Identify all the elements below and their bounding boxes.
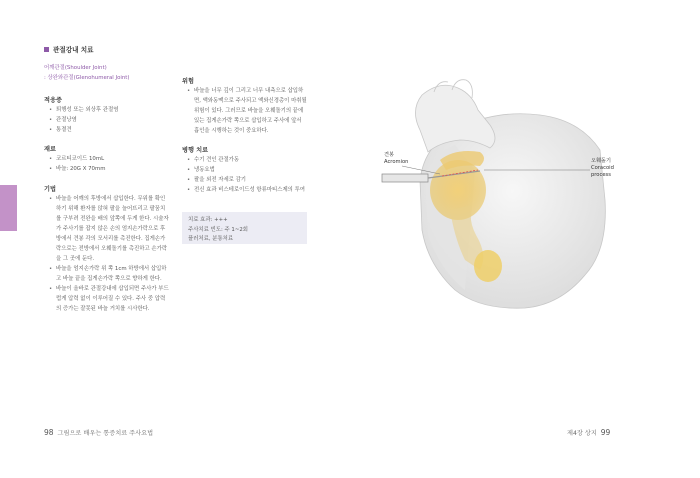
chapter-tab: [0, 185, 17, 231]
section-square-icon: [44, 47, 49, 52]
risks-heading: 위험: [182, 78, 194, 85]
list-item: • 수기 견인 관절가동: [186, 155, 311, 165]
footer-right: 제4장 상지 99: [567, 428, 611, 437]
indications-list: [48, 105, 158, 135]
materials-list: [48, 154, 158, 174]
list-item: • 바늘이 올바로 관절강내에 삽입되면 주사가 부드럽게 압력 없이 이루어질 수 있다. 주사 중 압력의 증가는 잘못된 바늘 거치를 시사한다.: [48, 284, 170, 314]
list-item: • 통결견: [48, 125, 158, 135]
technique-heading: 기법: [44, 186, 56, 193]
list-item: • 전신 효과 비스테로이드성 항류마티스제의 투여: [186, 185, 311, 195]
adjunct-list: [186, 155, 311, 195]
page-number-left: 98: [44, 428, 54, 437]
adjunct-heading: 병행 치료: [182, 147, 209, 154]
coracoid-label: 오훼돌기 Coracoid process: [591, 158, 614, 178]
acromion-label: 견봉 Acromion: [384, 152, 409, 165]
list-item: • 냉동요법: [186, 165, 311, 175]
indications-heading: 적응증: [44, 97, 62, 104]
list-item: • 퇴행성 또는 외상후 관절염: [48, 105, 158, 115]
treatment-summary-box: 치료 효과: +++ 주사치료 빈도: 주 1~2회 플러처료, 분통처료: [182, 212, 307, 244]
shoulder-injection-illustration: [380, 70, 620, 320]
materials-heading: 재료: [44, 146, 56, 153]
list-item: • 바늘을 엄지손가락 위 쪽 1cm 하방에서 삽입하고 바늘 끝을 집게손가락 쪽으로 향하게 한다.: [48, 264, 170, 284]
list-item: • 바늘을 너무 깊이 그리고 너무 내측으로 삽입하면, 액와동맥으로 주사되고 액와신경총이 마취될 위험이 있다. 그러므로 바늘을 오훼돌기의 끝에 있는 집게손가락 쪽으로 삽입하고 주사에 앞서 흡인을 시행하는 것이 중요하다.: [186, 86, 308, 136]
technique-list: [48, 194, 170, 314]
list-item: • 바늘을 어깨의 후방에서 삽입한다. 무위를 확인하기 위해 환자를 앉혀 팔을 늘어뜨리고 팔꿈치를 구부려 전완을 배의 앞쪽에 두게 한다. 시술자가 주사기를 잡지 않은 손의 엄지손가락으로 후방에서 견봉 각의 모서리를 촉진한다. 집게손가락으로는 전방에서 오훼돌기를 촉진하고 손가락을 그 곳에 둔다.: [48, 194, 170, 264]
joint-name: 어깨관절(Shoulder Joint) : 상완와관절(Glenohumeral Joint): [44, 65, 130, 81]
list-item: • 코르티코이드 10mL: [48, 154, 158, 164]
list-item: • 바늘: 20G X 70mm: [48, 164, 158, 174]
section-title: 관절강내 치료: [44, 44, 94, 54]
page-number-right: 99: [600, 428, 611, 437]
list-item: • 관절낭염: [48, 115, 158, 125]
list-item: • 팔을 외전 자세로 감기: [186, 175, 311, 185]
footer-left: 98 그림으로 배우는 통증치료 주사요법: [44, 428, 154, 437]
risks-list: [186, 86, 308, 136]
